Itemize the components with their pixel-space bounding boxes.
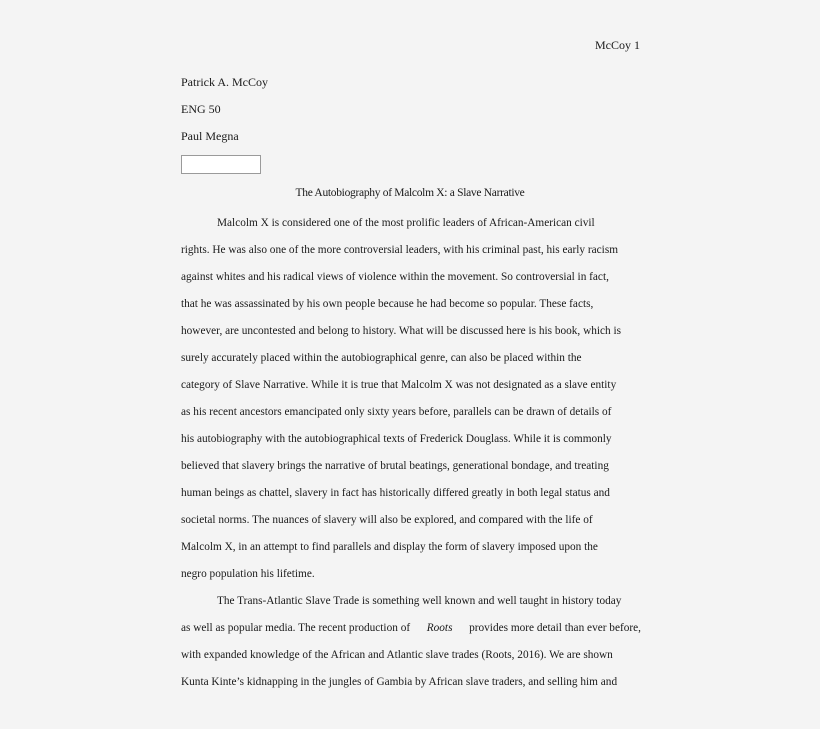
paragraph-line (181, 237, 641, 264)
line-text: surely accurately placed within the autobiographical genre, can also be placed within the (181, 352, 582, 364)
line-text: Kunta Kinte’s kidnapping in the jungles of Gambia by African slave traders, and selling him and (181, 676, 618, 688)
paragraph-line (181, 345, 641, 372)
line-text: societal norms. The nuances of slavery will also be explored, and compared with the life of (181, 514, 593, 526)
paragraph-line (181, 291, 641, 318)
line-text: negro population his lifetime. (181, 568, 315, 580)
line-text: provides more detail than ever before, (469, 622, 641, 634)
film-title: Roots (426, 622, 453, 634)
line-text: against whites and his radical views of violence within the movement. So controversial in fact, (181, 271, 609, 283)
paragraph-line (181, 264, 641, 291)
paragraph-line (181, 561, 641, 588)
paragraph-line (181, 615, 641, 642)
line-text: that he was assassinated by his own people because he had become so popular. These facts, (181, 298, 594, 310)
paragraph-line (181, 534, 641, 561)
paragraph-2 (181, 588, 641, 696)
line-text: with expanded knowledge of the African and Atlantic slave trades (Roots, 2016). We are shown (181, 649, 613, 661)
line-text: as his recent ancestors emancipated only sixty years before, parallels can be drawn of details of (181, 406, 612, 418)
essay-body (181, 210, 641, 696)
date-field[interactable] (181, 155, 261, 174)
paragraph-line (181, 642, 641, 669)
line-text: Malcolm X, in an attempt to find parallels and display the form of slavery imposed upon the (181, 541, 598, 553)
essay-title: The Autobiography of Malcolm X: a Slave Narrative (295, 187, 525, 199)
paragraph-line (181, 588, 641, 615)
running-head: McCoy 1 (595, 38, 640, 52)
line-text: as well as popular media. The recent production of (181, 622, 411, 634)
line-text: category of Slave Narrative. While it is true that Malcolm X was not designated as a slave entity (181, 379, 617, 391)
paragraph-line (181, 399, 641, 426)
line-text: his autobiography with the autobiographical texts of Frederick Douglass. While it is commonly (181, 433, 612, 445)
student-name: Patrick A. McCoy (181, 75, 268, 89)
paragraph-line (181, 426, 641, 453)
line-text: believed that slavery brings the narrative of brutal beatings, generational bondage, and treating (181, 460, 609, 472)
course-name: ENG 50 (181, 102, 221, 116)
paragraph-line (181, 507, 641, 534)
paragraph-line (181, 480, 641, 507)
instructor-name: Paul Megna (181, 129, 239, 143)
line-text: however, are uncontested and belong to history. What will be discussed here is his book, which is (181, 325, 622, 337)
paragraph-line (181, 318, 641, 345)
line-text: rights. He was also one of the more controversial leaders, with his criminal past, his early racism (181, 244, 619, 256)
paragraph-line (181, 669, 641, 696)
paragraph-line (181, 453, 641, 480)
paragraph-line (181, 210, 641, 237)
line-text: Malcolm X is considered one of the most prolific leaders of African-American civil (217, 217, 595, 229)
paragraph-line (181, 372, 641, 399)
paragraph-1 (181, 210, 641, 588)
line-text: The Trans-Atlantic Slave Trade is something well known and well taught in history today (217, 595, 622, 607)
line-text: human beings as chattel, slavery in fact has historically differed greatly in both legal status and (181, 487, 610, 499)
